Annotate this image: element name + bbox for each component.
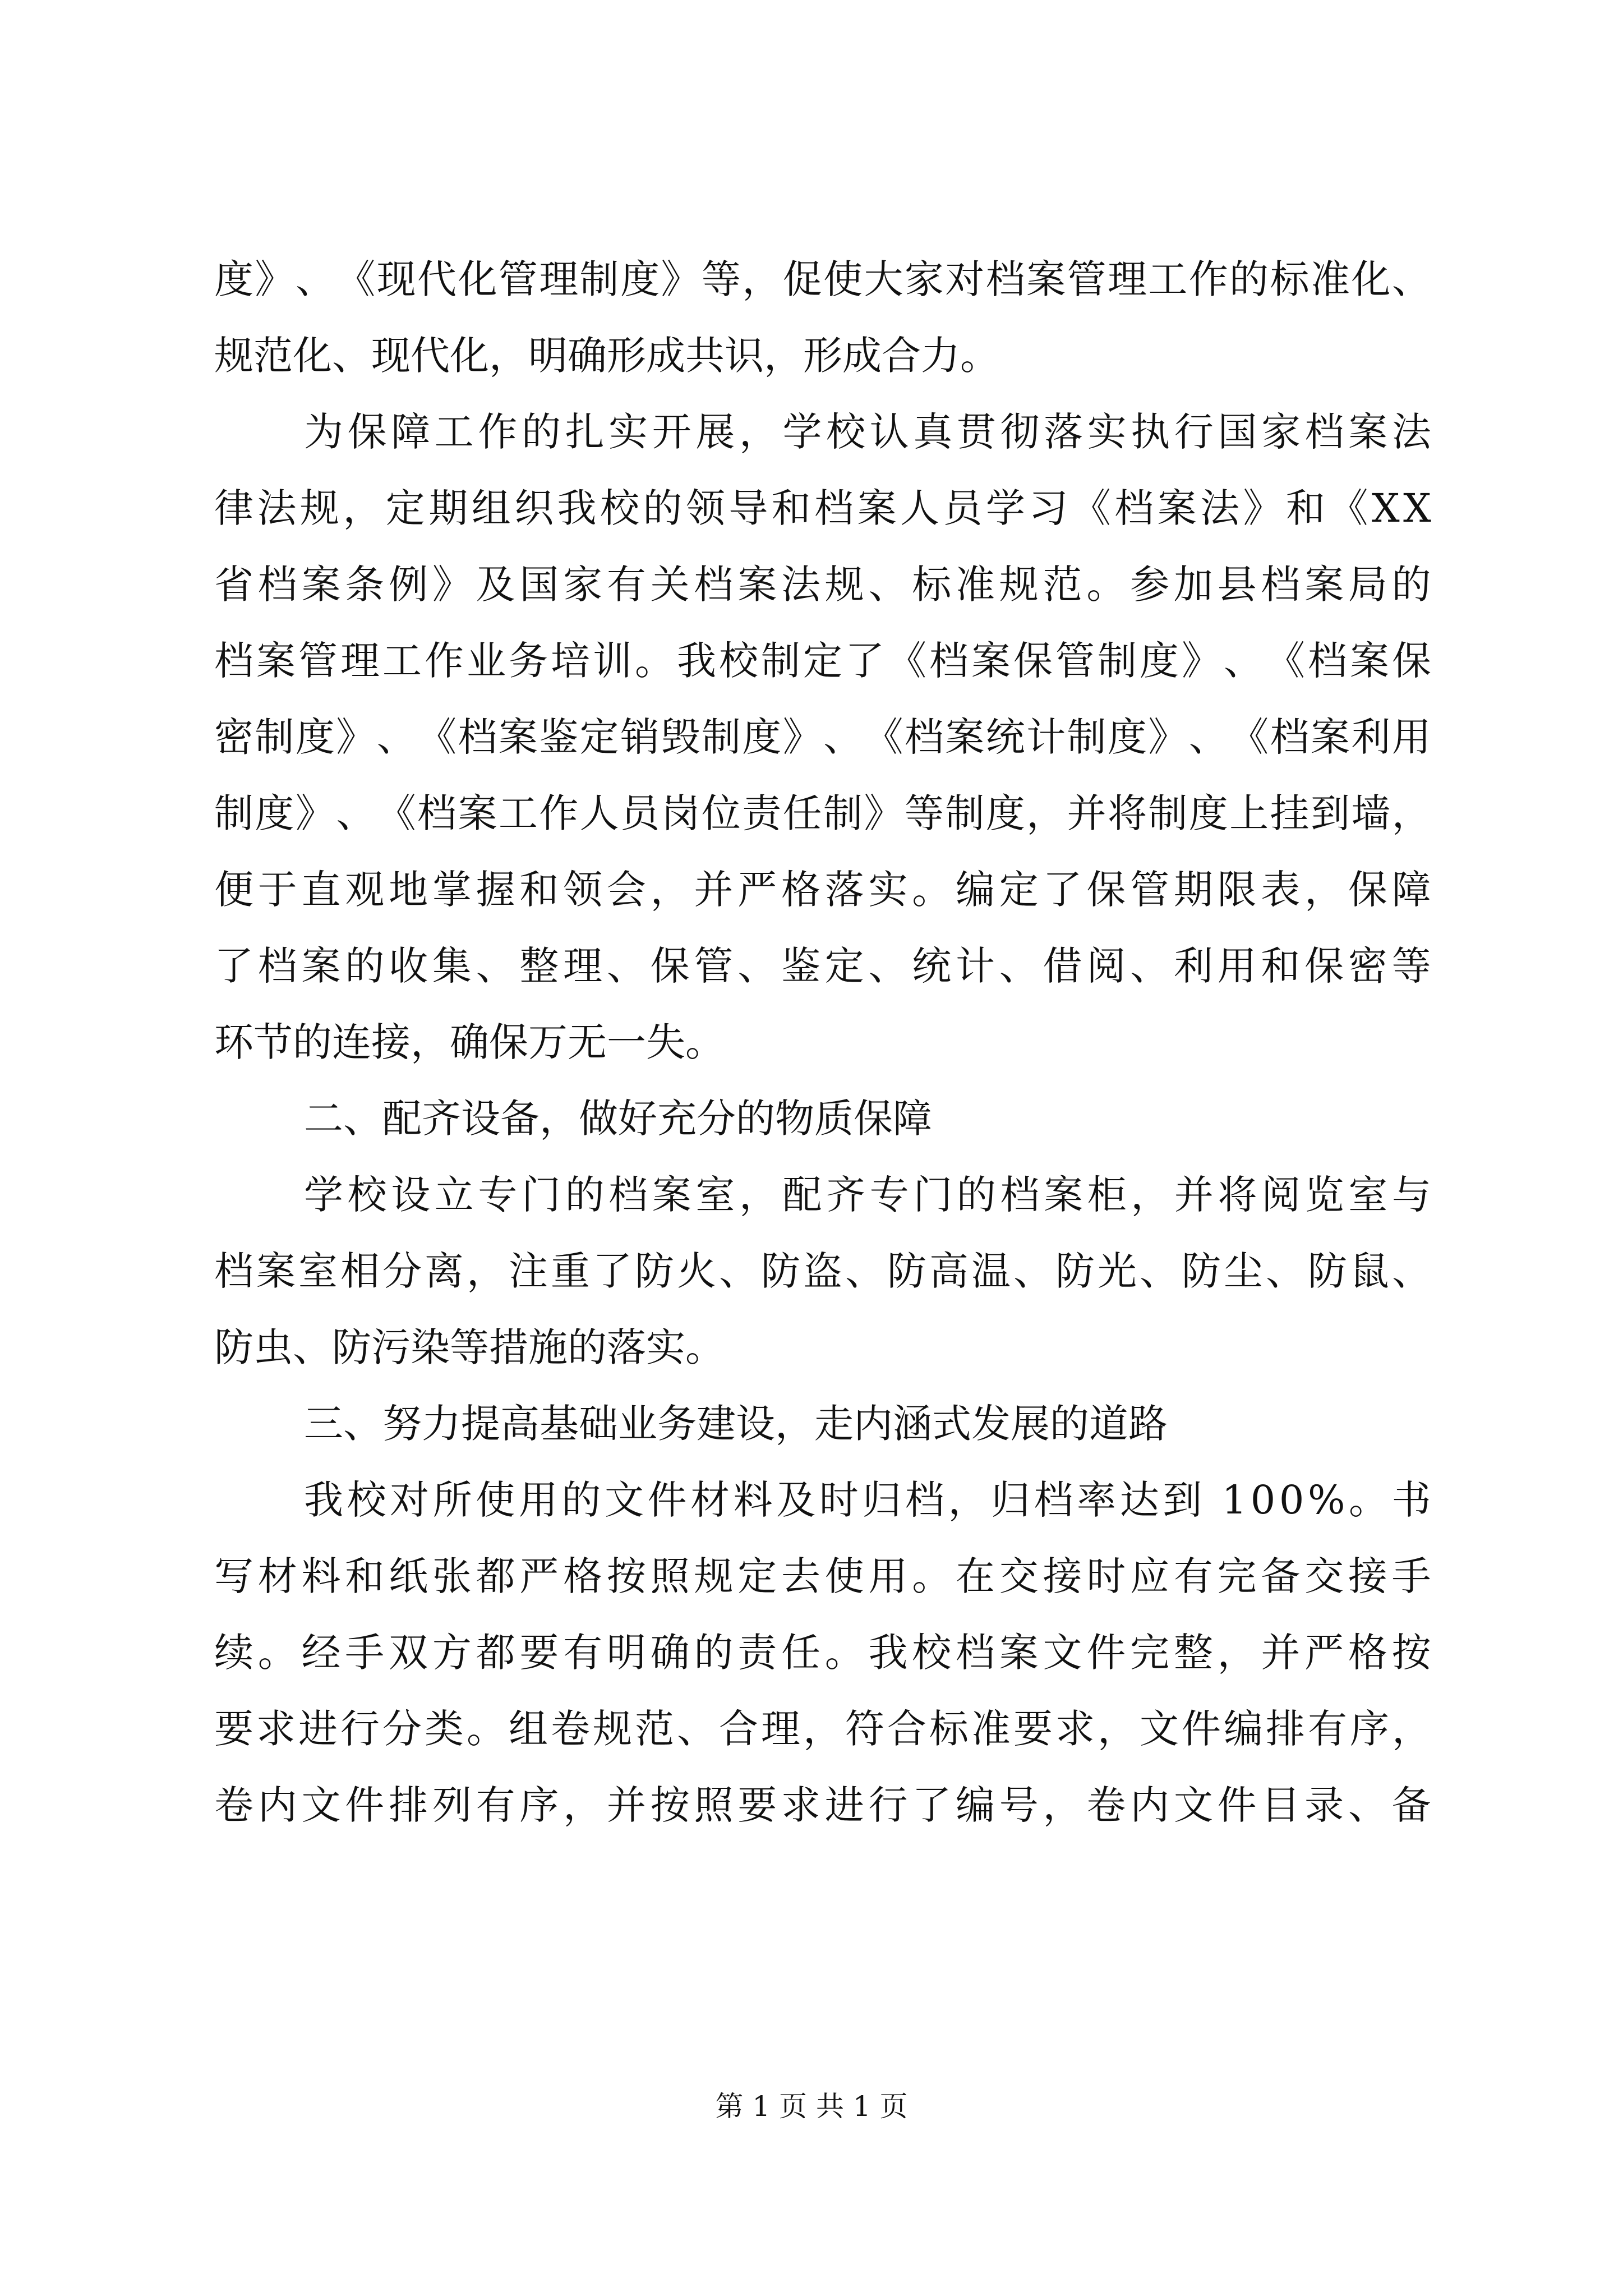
text-line: 省 档 案 条 例 》 及 国 家 有 关 档 案 法 规 、 标 准 规 范 。 参 加 县 档 案 局 的: [214, 562, 1431, 608]
text-line: 度 》 、 《 现 代 化 管 理 制 度 》 等 ， 促 使 大 家 对 档 案 管 理 工 作 的 标 准 化 、: [214, 256, 1431, 302]
text-line: 续 。 经 手 双 方 都 要 有 明 确 的 责 任 。 我 校 档 案 文 件 完 整 ， 并 严 格 按: [214, 1630, 1431, 1676]
text-line: 档 案 管 理 工 作 业 务 培 训 。 我 校 制 定 了 《 档 案 保 管 制 度 》 、 《 档 案 保: [214, 638, 1431, 684]
text-line: 防虫、防污染等措施的落实。: [214, 1324, 725, 1370]
text-line: 卷 内 文 件 排 列 有 序 ， 并 按 照 要 求 进 行 了 编 号 ， 卷 内 文 件 目 录 、 备: [214, 1782, 1431, 1828]
paragraph-first-line: 我 校 对 所 使 用 的 文 件 材 料 及 时 归 档 ， 归 档 率 达 到 1 0 0 % 。 书: [304, 1477, 1431, 1523]
text-line: 规范化、现代化，明确形成共识，形成合力。: [214, 333, 999, 379]
text-line: 密 制 度 》 、 《 档 案 鉴 定 销 毁 制 度 》 、 《 档 案 统 计 制 度 》 、 《 档 案 利 用: [214, 714, 1431, 760]
section-heading: 三、努力提高基础业务建设，走内涵式发展的道路: [304, 1401, 1168, 1447]
text-line: 了 档 案 的 收 集 、 整 理 、 保 管 、 鉴 定 、 统 计 、 借 阅 、 利 用 和 保 密 等: [214, 943, 1431, 989]
text-line: 要 求 进 行 分 类 。 组 卷 规 范 、 合 理 ， 符 合 标 准 要 求 ， 文 件 编 排 有 序 ，: [214, 1706, 1431, 1752]
text-line: 档 案 室 相 分 离 ， 注 重 了 防 火 、 防 盗 、 防 高 温 、 防 光 、 防 尘 、 防 鼠 、: [214, 1248, 1431, 1294]
section-heading: 二、配齐设备，做好充分的物质保障: [304, 1096, 932, 1142]
text-line: 环节的连接，确保万无一失。: [214, 1019, 725, 1065]
page-footer: 第 1 页 共 1 页: [715, 2090, 908, 2123]
text-line: 写 材 料 和 纸 张 都 严 格 按 照 规 定 去 使 用 。 在 交 接 时 应 有 完 备 交 接 手: [214, 1553, 1431, 1599]
paragraph-first-line: 为 保 障 工 作 的 扎 实 开 展 ， 学 校 认 真 贯 彻 落 实 执 行 国 家 档 案 法: [304, 409, 1431, 455]
text-line: 制 度 》 、 《 档 案 工 作 人 员 岗 位 责 任 制 》 等 制 度 ， 并 将 制 度 上 挂 到 墙 ，: [214, 790, 1431, 836]
text-line: 律 法 规 ， 定 期 组 织 我 校 的 领 导 和 档 案 人 员 学 习 《 档 案 法 》 和 《 X X: [214, 485, 1431, 531]
paragraph-first-line: 学 校 设 立 专 门 的 档 案 室 ， 配 齐 专 门 的 档 案 柜 ， 并 将 阅 览 室 与: [304, 1172, 1431, 1218]
text-line: 便 于 直 观 地 掌 握 和 领 会 ， 并 严 格 落 实 。 编 定 了 保 管 期 限 表 ， 保 障: [214, 867, 1431, 913]
